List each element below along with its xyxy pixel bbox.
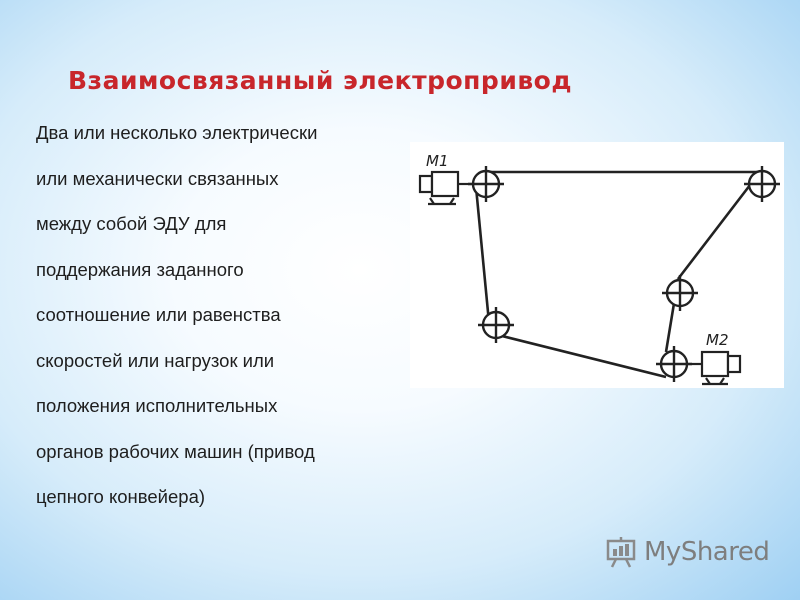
body-text — [36, 122, 386, 532]
motor-m2-icon — [688, 352, 740, 384]
presentation-board-icon — [604, 535, 638, 569]
body-line: или механически связанных — [36, 167, 279, 189]
sprocket — [662, 275, 698, 311]
body-line: поддержания заданного — [36, 258, 244, 280]
body-line: органов рабочих машин (привод — [36, 440, 315, 462]
conveyor-diagram — [410, 142, 784, 388]
body-line: соотношение или равенства — [36, 304, 281, 325]
body-line: между собой ЭДУ для — [36, 213, 227, 234]
motor-m1-icon — [420, 172, 472, 204]
body-line: положения исполнительных — [36, 395, 278, 416]
watermark-text: MyShared — [644, 537, 770, 567]
motor-label-m2: M2 — [706, 331, 729, 349]
motor-label-m1: M1 — [426, 152, 449, 170]
body-line: скоростей или нагрузок или — [36, 349, 275, 371]
slide-title: Взаимосвязанный электропривод — [68, 66, 573, 95]
body-line: цепного конвейера) — [36, 486, 206, 507]
body-line: Два или несколько электрически — [36, 122, 318, 143]
watermark — [604, 532, 769, 572]
